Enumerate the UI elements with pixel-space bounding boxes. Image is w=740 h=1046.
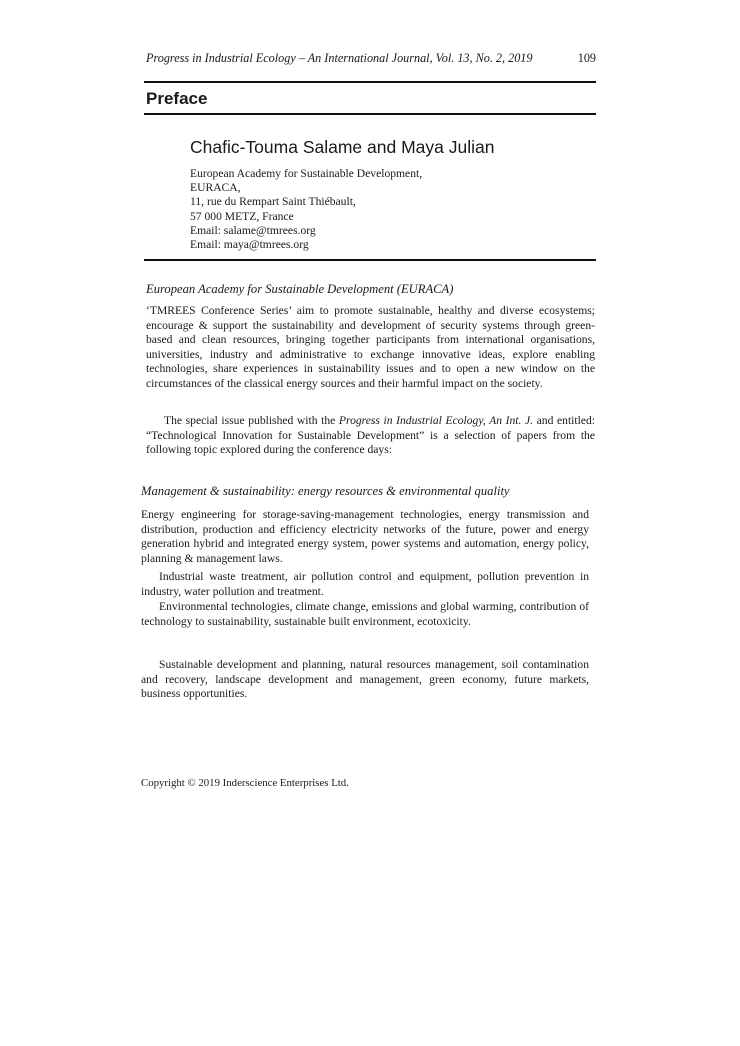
page-number: 109 bbox=[577, 51, 596, 65]
paragraph: The special issue published with the Progress in Industrial Ecology, An Int. J. and entitled: “Technological Innovation for Sustainable Development” is a selection of papers from the following topic explored during the conference days: bbox=[146, 414, 595, 457]
title-rule bbox=[144, 113, 596, 115]
journal-citation: Progress in Industrial Ecology – An International Journal, Vol. 13, No. 2, 2019 bbox=[146, 51, 533, 65]
running-header bbox=[146, 51, 596, 66]
paragraph: Energy engineering for storage-saving-management technologies, energy transmission and distribution, production and efficiency electricity networks of the future, power and energy generation hybrid and integrated energy system, power systems and automation, energy policy, planning & management laws. bbox=[141, 508, 589, 565]
copyright: Copyright © 2019 Inderscience Enterprises Ltd. bbox=[141, 777, 349, 789]
affiliation-line: European Academy for Sustainable Development, bbox=[190, 167, 423, 180]
affiliation-line: EURACA, bbox=[190, 181, 241, 194]
page-title: Preface bbox=[146, 89, 208, 108]
top-rule bbox=[144, 81, 596, 83]
paragraph: Industrial waste treatment, air pollution control and equipment, pollution prevention in industry, water pollution and treatment. bbox=[141, 570, 589, 598]
email-line: Email: maya@tmrees.org bbox=[190, 238, 309, 251]
authors: Chafic-Touma Salame and Maya Julian bbox=[190, 137, 495, 157]
paragraph: Environmental technologies, climate change, emissions and global warming, contribution of technology to sustainability, sustainable built environment, ecotoxicity. bbox=[141, 600, 589, 628]
journal-name: Progress in Industrial Ecology, An Int. J. bbox=[338, 414, 534, 427]
affiliation-line: 57 000 METZ, France bbox=[190, 210, 294, 223]
section-heading: European Academy for Sustainable Development (EURACA) bbox=[146, 282, 454, 296]
email-line: Email: salame@tmrees.org bbox=[190, 224, 316, 237]
paragraph: Sustainable development and planning, natural resources management, soil contamination and recovery, landscape development and management, green economy, future markets, business opportunities. bbox=[141, 658, 589, 701]
address-rule bbox=[144, 259, 596, 261]
section-heading: Management & sustainability: energy resources & environmental quality bbox=[141, 484, 510, 498]
paragraph: ‘TMREES Conference Series’ aim to promote sustainable, healthy and diverse ecosystems; encourage & support the sustainability and development of security systems through green-based and clean resources, bringing together participants from international organisations, universities, industry and administrative to exchange innovative ideas, explore enabling technologies, share experiences in sustainability issues and to open a new window on the circumstances of the classical energy sources and their harmful impact on the society. bbox=[146, 304, 595, 390]
affiliation-line: 11, rue du Rempart Saint Thiébault, bbox=[190, 195, 356, 208]
